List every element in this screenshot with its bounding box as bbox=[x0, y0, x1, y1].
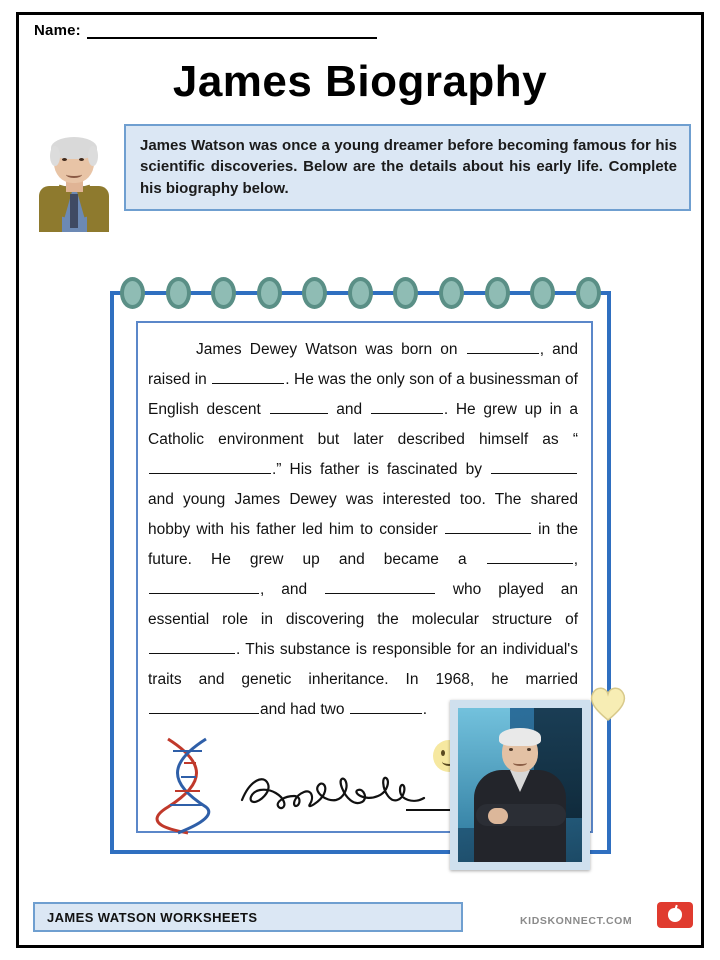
fill-blank-father-name[interactable] bbox=[270, 398, 328, 414]
watson-young-portrait bbox=[33, 136, 115, 232]
fill-blank-career-consideration[interactable] bbox=[445, 518, 531, 534]
watson-older-photo bbox=[450, 700, 590, 870]
name-label: Name: bbox=[34, 22, 81, 39]
fill-blank-children[interactable] bbox=[350, 698, 422, 714]
passage-text: , and raised in bbox=[148, 341, 578, 388]
passage-text: , bbox=[573, 551, 578, 568]
fill-blank-self-description[interactable] bbox=[149, 458, 271, 474]
fill-blank-birthdate[interactable] bbox=[467, 338, 539, 354]
fill-blank-dna[interactable] bbox=[149, 638, 235, 654]
dna-helix-icon bbox=[148, 735, 228, 835]
footer-bar bbox=[33, 902, 463, 932]
passage-text: .” His father is fascinated by bbox=[272, 461, 490, 478]
passage-text: . He grew up in a Catholic environment but later described himself as “ bbox=[148, 401, 578, 448]
brand-text: KIDSKONNECT.COM bbox=[520, 915, 633, 927]
passage-text: , and bbox=[260, 581, 324, 598]
fill-blank-profession-3[interactable] bbox=[325, 578, 435, 594]
name-field-row bbox=[34, 22, 377, 39]
passage-text: . bbox=[422, 701, 428, 718]
page-title: James Biography bbox=[172, 57, 548, 106]
intro-text: James Watson was once a young dreamer before becoming famous for his scientific discoveries. Below are the details about his early life. Complete his biography below. bbox=[140, 137, 677, 197]
passage-text: who played an essential role in discovering the molecular structure of bbox=[148, 581, 579, 628]
passage-text: and bbox=[328, 401, 370, 418]
intro-callout-box bbox=[124, 124, 691, 211]
fill-blank-birthplace[interactable] bbox=[212, 368, 284, 384]
passage-text: . This substance is responsible for an individual's traits and genetic inheritance. In 1968, he married bbox=[148, 641, 578, 688]
passage-text: and had two bbox=[260, 701, 349, 718]
passage-text: and young James Dewey was interested too. The shared hobby with his father led him to consider bbox=[148, 491, 578, 538]
fill-blank-father-hobby[interactable] bbox=[491, 458, 577, 474]
fill-blank-profession-2[interactable] bbox=[149, 578, 259, 594]
signature bbox=[238, 762, 453, 822]
passage-text: . He was the only son of a businessman of English descent bbox=[148, 371, 578, 418]
fill-blank-profession-1[interactable] bbox=[487, 548, 573, 564]
footer-label: JAMES WATSON WORKSHEETS bbox=[47, 909, 258, 925]
biography-passage bbox=[148, 335, 578, 725]
passage-text: James Dewey Watson was born on bbox=[196, 341, 466, 358]
fill-blank-mother-name[interactable] bbox=[371, 398, 443, 414]
heart-icon bbox=[587, 682, 629, 724]
apple-logo-icon bbox=[657, 902, 693, 928]
name-input-blank[interactable] bbox=[87, 22, 377, 39]
passage-text: in the future. He grew up and became a bbox=[148, 521, 578, 568]
fill-blank-wife[interactable] bbox=[149, 698, 259, 714]
